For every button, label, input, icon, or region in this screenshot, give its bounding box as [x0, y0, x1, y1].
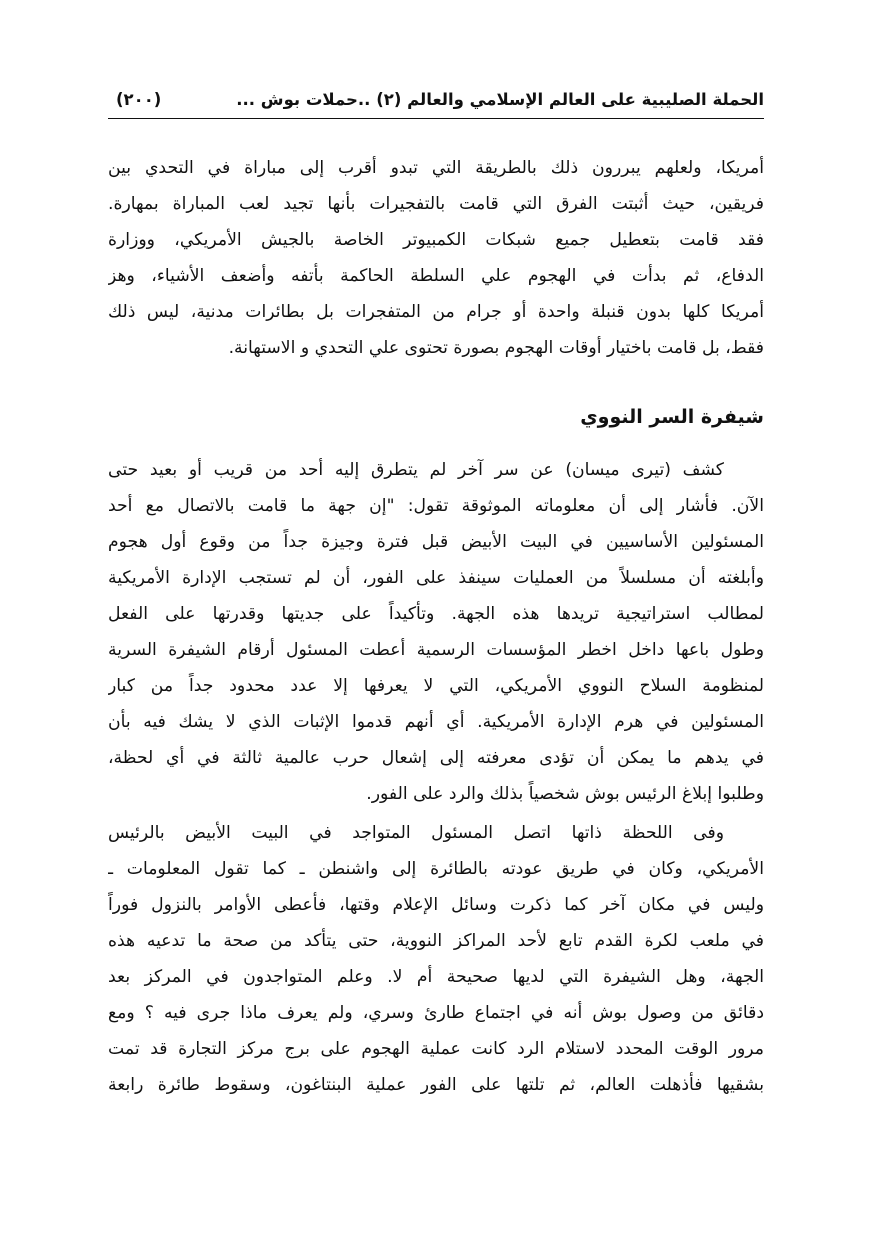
- page-number: (٢٠٠): [116, 90, 162, 109]
- paragraph-3: [108, 815, 764, 1103]
- text-line: لمطالب استراتيجية تريدها هذه الجهة. وتأكيداً على جديتها وقدرتها على الفعل: [108, 604, 764, 624]
- paragraph-2: [108, 452, 764, 812]
- text-line: مرور الوقت المحدد لاستلام الرد كانت عملية الهجوم على برج مركز التجارة قد تمت: [108, 1039, 764, 1059]
- text-line: المسئولين في هرم الإدارة الأمريكية. أي أنهم قدموا الإثبات الذي لا يشك فيه بأن: [108, 712, 764, 732]
- header-title: الحملة الصليبية على العالم الإسلامي والعالم (٢) ..حملات بوش ...: [236, 90, 764, 109]
- text-line: أمريكا كلها بدون قنبلة واحدة أو جرام من المتفجرات بل بطائرات مدنية، ليس ذلك: [108, 302, 764, 322]
- text-line: في ملعب لكرة القدم تابع لأحد المراكز النووية، حتى يتأكد من صحة ما تدعيه هذه: [108, 931, 764, 951]
- text-line: الدفاع، ثم بدأت في الهجوم علي السلطة الحاكمة بأتفه وأضعف الأشياء، وهز: [108, 266, 764, 286]
- text-line: بشقيها فأذهلت العالم، ثم تلتها على الفور عملية البنتاغون، وسقوط طائرة رابعة: [108, 1075, 764, 1095]
- text-line: فريقين، حيث أثبتت الفرق التي قامت بالتفجيرات بأنها تجيد لعب المباراة بمهارة.: [108, 194, 764, 214]
- text-line: المسئولين الأساسيين في البيت الأبيض قبل فترة وجيزة جداً من وقوع أول هجوم: [108, 532, 764, 552]
- text-line: وأبلغته أن مسلسلاً من العمليات سينفذ على الفور، أن لم تستجب الإدارة الأمريكية: [108, 568, 764, 588]
- text-line: الآن. فأشار إلى أن معلوماته الموثوقة تقول: "إن جهة ما قامت بالاتصال مع أحد: [108, 496, 764, 516]
- text-line: كشف (تيرى ميسان) عن سر آخر لم يتطرق إليه أحد من قريب أو بعيد حتى: [108, 460, 724, 480]
- text-line: دقائق من وصول بوش أنه في اجتماع طارئ وسري، ولم يعرف ماذا جرى فيه ؟ ومع: [108, 1003, 764, 1023]
- text-line: أمريكا، ولعلهم يبررون ذلك بالطريقة التي تبدو أقرب إلى مباراة في التحدي بين: [108, 158, 764, 178]
- text-line: الجهة، وهل الشيفرة التي لديها صحيحة أم لا. وعلم المتواجدون في المركز بعد: [108, 967, 764, 987]
- text-line: وطلبوا إبلاغ الرئيس بوش شخصياً بذلك والرد على الفور.: [366, 784, 764, 804]
- text-line: الأمريكي، وكان في طريق عودته بالطائرة إلى واشنطن ـ كما تقول المعلومات ـ: [108, 859, 764, 879]
- text-line: لمنظومة السلاح النووي الأمريكي، التي لا يعرفها إلا عدد محدود جداً من كبار: [108, 676, 764, 696]
- text-line: فقط، بل قامت باختيار أوقات الهجوم بصورة تحتوى علي التحدي و الاستهانة.: [228, 338, 764, 358]
- text-line: وليس في مكان آخر كما ذكرت وسائل الإعلام وقتها، فأعطى الأوامر بالنزول فوراً: [108, 895, 764, 915]
- text-line: فقد قامت بتعطيل جميع شبكات الكمبيوتر الخاصة بالجيش الأمريكي، ووزارة: [108, 230, 764, 250]
- text-line: وفى اللحظة ذاتها اتصل المسئول المتواجد في البيت الأبيض بالرئيس: [108, 823, 724, 843]
- text-line: وطول باعها داخل اخطر المؤسسات الرسمية أعطت المسئول أرقام الشيفرة السرية: [108, 640, 764, 660]
- running-header: [108, 88, 764, 119]
- text-line: في يدهم ما يمكن أن تؤدى معرفته إلى إشعال حرب عالمية ثالثة في أي لحظة،: [108, 748, 764, 768]
- paragraph-1: [108, 150, 764, 366]
- section-heading: شيفرة السر النووي: [580, 406, 764, 428]
